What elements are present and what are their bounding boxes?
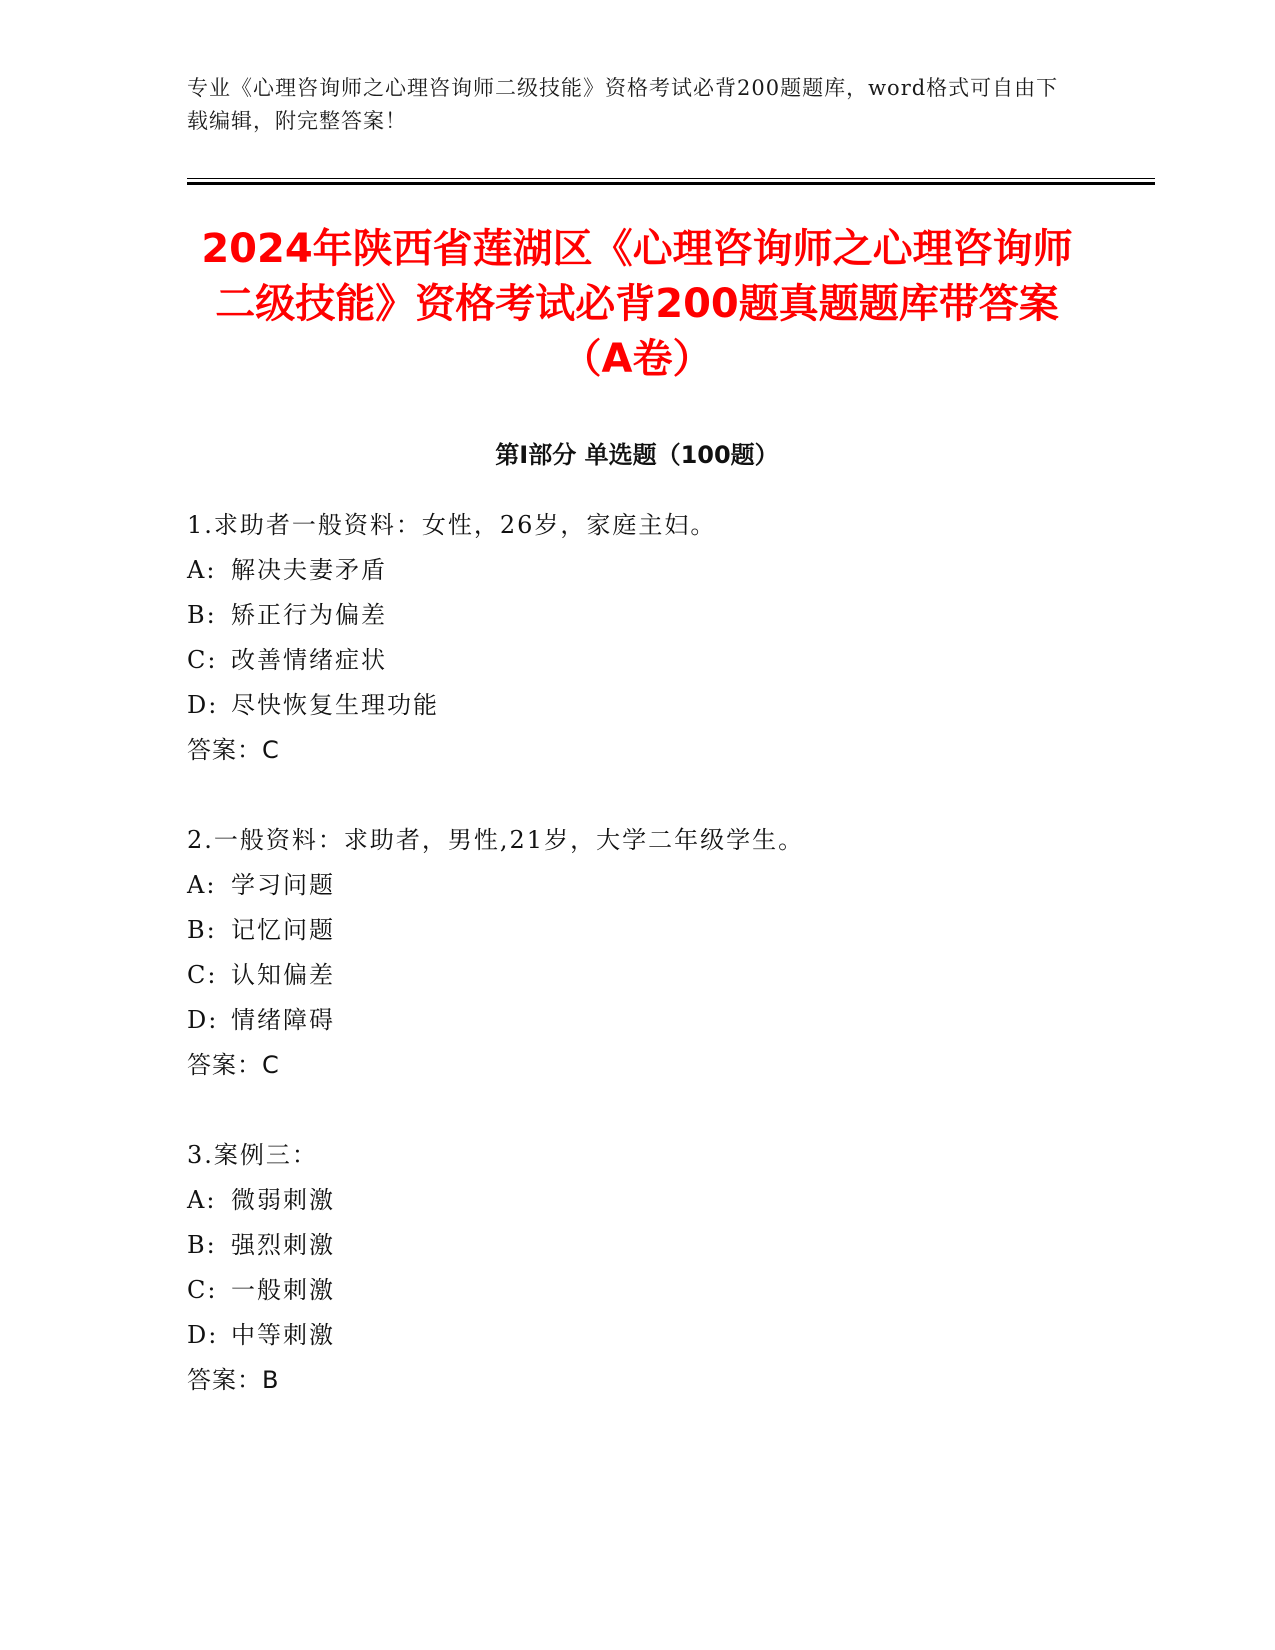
option-text: 尽快恢复生理功能 <box>231 691 439 719</box>
header-divider-thick <box>187 182 1155 185</box>
option-b <box>187 1223 1087 1268</box>
option-d <box>187 683 1087 728</box>
question-1 <box>187 503 1087 773</box>
question-stem: 2.一般资料：求助者，男性,21岁，大学二年级学生。 <box>187 826 805 854</box>
option-text: 中等刺激 <box>231 1321 335 1349</box>
question-stem: 3.案例三： <box>187 1141 318 1169</box>
option-text: 记忆问题 <box>231 916 335 944</box>
option-key: D: <box>187 691 219 719</box>
option-key: C: <box>187 1276 218 1304</box>
option-key: A: <box>187 556 217 584</box>
option-a <box>187 863 1087 908</box>
option-c <box>187 953 1087 998</box>
header-note: 专业《心理咨询师之心理咨询师二级技能》资格考试必背200题题库，word格式可自由下载编辑，附完整答案！ <box>187 76 1059 133</box>
section-heading: 第Ⅰ部分 单选题（100题） <box>495 441 779 469</box>
answer: 答案：B <box>187 1366 280 1394</box>
option-text: 学习问题 <box>231 871 335 899</box>
option-text: 一般刺激 <box>231 1276 335 1304</box>
option-text: 强烈刺激 <box>231 1231 335 1259</box>
option-text: 情绪障碍 <box>231 1006 335 1034</box>
option-text: 矫正行为偏差 <box>231 601 387 629</box>
option-key: A: <box>187 871 217 899</box>
answer: 答案：C <box>187 1051 280 1079</box>
option-c <box>187 638 1087 683</box>
option-d <box>187 1313 1087 1358</box>
question-3 <box>187 1133 1087 1403</box>
option-text: 微弱刺激 <box>231 1186 335 1214</box>
answer: 答案：C <box>187 736 280 764</box>
option-b <box>187 908 1087 953</box>
option-b <box>187 593 1087 638</box>
option-key: C: <box>187 961 218 989</box>
option-key: B: <box>187 601 217 629</box>
option-key: B: <box>187 916 217 944</box>
question-2 <box>187 818 1087 1088</box>
option-key: C: <box>187 646 218 674</box>
option-d <box>187 998 1087 1043</box>
option-key: B: <box>187 1231 217 1259</box>
option-key: D: <box>187 1006 219 1034</box>
document-title: 2024年陕西省莲湖区《心理咨询师之心理咨询师二级技能》资格考试必背200题真题题库带答案（A卷） <box>201 226 1073 382</box>
option-key: A: <box>187 1186 217 1214</box>
option-c <box>187 1268 1087 1313</box>
option-text: 改善情绪症状 <box>231 646 387 674</box>
option-a <box>187 1178 1087 1223</box>
header-divider-thin <box>187 178 1155 179</box>
option-a <box>187 548 1087 593</box>
option-key: D: <box>187 1321 219 1349</box>
option-text: 解决夫妻矛盾 <box>231 556 387 584</box>
option-text: 认知偏差 <box>231 961 335 989</box>
question-stem: 1.求助者一般资料：女性，26岁，家庭主妇。 <box>187 511 717 539</box>
